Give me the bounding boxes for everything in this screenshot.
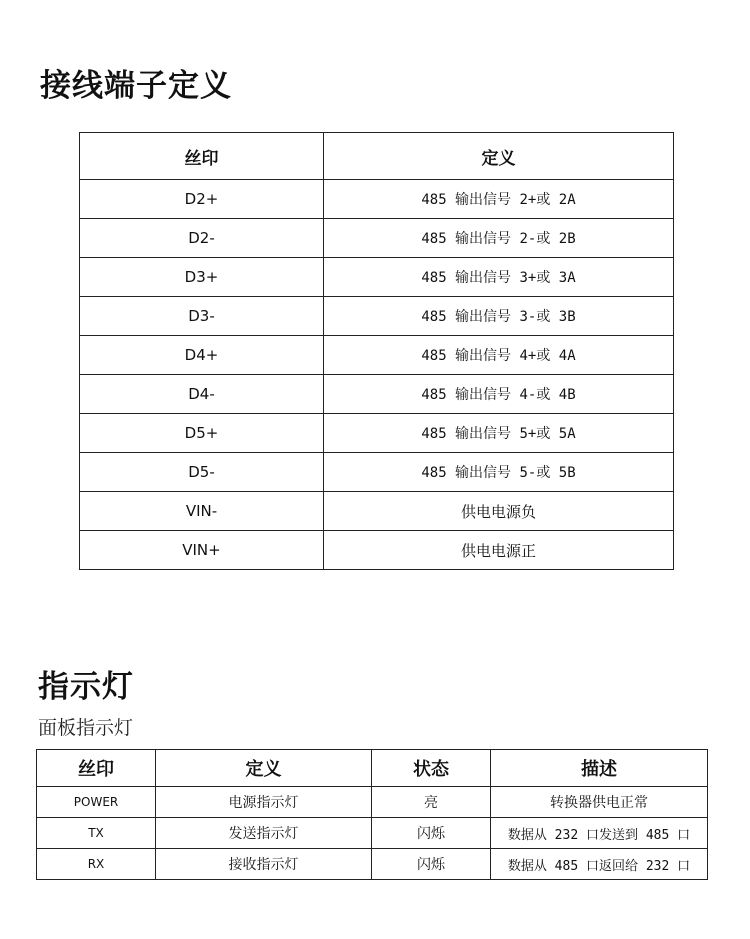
silkscreen-cell: D5-: [80, 453, 324, 492]
definition-cell: 电源指示灯: [156, 787, 372, 818]
table-row: [80, 219, 674, 258]
column-header-status: 状态: [372, 750, 491, 787]
status-cell: 亮: [372, 787, 491, 818]
silkscreen-cell: D3+: [80, 258, 324, 297]
indicator-table: [36, 749, 708, 880]
column-header-definition: 定义: [156, 750, 372, 787]
table-row: [80, 336, 674, 375]
definition-cell: 485 输出信号 4+或 4A: [324, 336, 674, 375]
column-header-silkscreen: 丝印: [80, 133, 324, 180]
silkscreen-cell: VIN-: [80, 492, 324, 531]
definition-cell: 485 输出信号 2+或 2A: [324, 180, 674, 219]
definition-cell: 485 输出信号 5-或 5B: [324, 453, 674, 492]
definition-cell: 485 输出信号 5+或 5A: [324, 414, 674, 453]
definition-cell: 485 输出信号 3+或 3A: [324, 258, 674, 297]
table-row: [37, 818, 708, 849]
silkscreen-cell: POWER: [37, 787, 156, 818]
table-row: [80, 258, 674, 297]
description-cell: 数据从 232 口发送到 485 口: [491, 818, 708, 849]
indicator-section-title: 指示灯: [38, 669, 134, 705]
definition-cell: 485 输出信号 2-或 2B: [324, 219, 674, 258]
silkscreen-cell: VIN+: [80, 531, 324, 570]
table-row: [80, 375, 674, 414]
description-cell: 转换器供电正常: [491, 787, 708, 818]
silkscreen-cell: D2-: [80, 219, 324, 258]
table-header-row: [37, 750, 708, 787]
silkscreen-cell: D3-: [80, 297, 324, 336]
status-cell: 闪烁: [372, 849, 491, 880]
description-cell: 数据从 485 口返回给 232 口: [491, 849, 708, 880]
table-row: [80, 414, 674, 453]
terminal-section-title: 接线端子定义: [40, 68, 232, 104]
definition-cell: 接收指示灯: [156, 849, 372, 880]
silkscreen-cell: RX: [37, 849, 156, 880]
indicator-section-subtitle: 面板指示灯: [38, 717, 134, 739]
silkscreen-cell: D4+: [80, 336, 324, 375]
table-row: [37, 787, 708, 818]
silkscreen-cell: D5+: [80, 414, 324, 453]
table-row: [37, 849, 708, 880]
column-header-silkscreen: 丝印: [37, 750, 156, 787]
definition-cell: 485 输出信号 4-或 4B: [324, 375, 674, 414]
silkscreen-cell: D4-: [80, 375, 324, 414]
terminal-definition-table: [79, 132, 674, 570]
table-row: [80, 531, 674, 570]
table-row: [80, 492, 674, 531]
status-cell: 闪烁: [372, 818, 491, 849]
column-header-definition: 定义: [324, 133, 674, 180]
table-row: [80, 453, 674, 492]
column-header-description: 描述: [491, 750, 708, 787]
table-header-row: [80, 133, 674, 180]
definition-cell: 供电电源负: [324, 492, 674, 531]
definition-cell: 供电电源正: [324, 531, 674, 570]
definition-cell: 发送指示灯: [156, 818, 372, 849]
silkscreen-cell: D2+: [80, 180, 324, 219]
table-row: [80, 297, 674, 336]
silkscreen-cell: TX: [37, 818, 156, 849]
table-row: [80, 180, 674, 219]
definition-cell: 485 输出信号 3-或 3B: [324, 297, 674, 336]
